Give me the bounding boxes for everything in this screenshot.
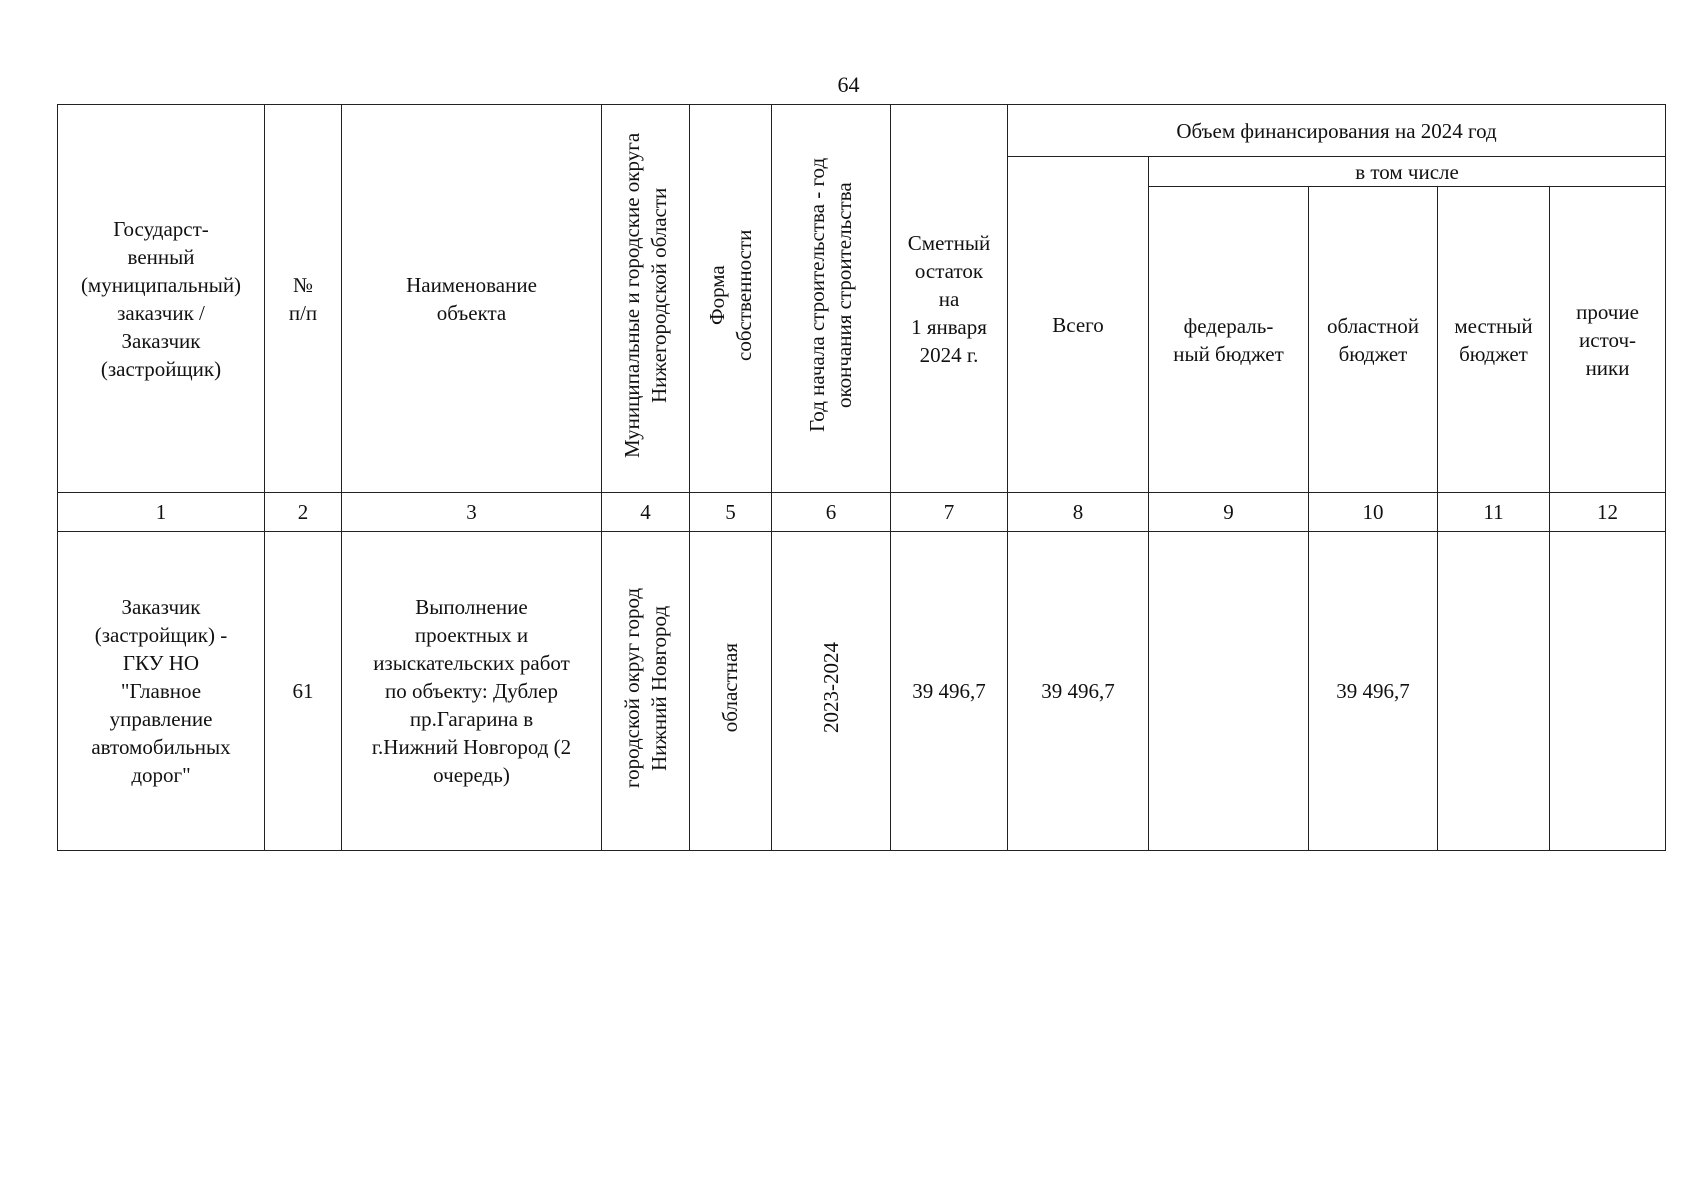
cell-ownership: областная bbox=[690, 532, 772, 851]
column-number: 12 bbox=[1550, 493, 1666, 532]
cell-regional-budget: 39 496,7 bbox=[1309, 532, 1438, 851]
header-including: в том числе bbox=[1149, 157, 1666, 187]
column-number-row bbox=[58, 493, 1666, 532]
column-number: 2 bbox=[265, 493, 342, 532]
cell-municipality: городской округ город Нижний Новгород bbox=[602, 532, 690, 851]
header-estimate-balance: Сметный остаток на 1 января 2024 г. bbox=[891, 105, 1008, 493]
table-row bbox=[58, 532, 1666, 851]
header-other-sources: прочие источ- ники bbox=[1550, 187, 1666, 493]
column-number: 9 bbox=[1149, 493, 1309, 532]
cell-object-name: Выполнение проектных и изыскательских работ по объекту: Дублер пр.Гагарина в г.Нижний Новгород (2 очередь) bbox=[342, 532, 602, 851]
header-federal-budget: федераль- ный бюджет bbox=[1149, 187, 1309, 493]
cell-local-budget bbox=[1438, 532, 1550, 851]
column-number: 4 bbox=[602, 493, 690, 532]
header-total: Всего bbox=[1008, 157, 1149, 493]
cell-federal-budget bbox=[1149, 532, 1309, 851]
column-number: 11 bbox=[1438, 493, 1550, 532]
cell-other-sources bbox=[1550, 532, 1666, 851]
funding-table bbox=[57, 104, 1666, 851]
header-construction-years: Год начала строительства - год окончания строительства bbox=[772, 105, 891, 493]
column-number: 7 bbox=[891, 493, 1008, 532]
column-number: 3 bbox=[342, 493, 602, 532]
header-ownership: Форма собственности bbox=[690, 105, 772, 493]
column-number: 5 bbox=[690, 493, 772, 532]
cell-number: 61 bbox=[265, 532, 342, 851]
page-number: 64 bbox=[837, 72, 860, 97]
column-number: 10 bbox=[1309, 493, 1438, 532]
cell-customer: Заказчик (застройщик) - ГКУ НО "Главное управление автомобильных дорог" bbox=[58, 532, 265, 851]
header-funding-group: Объем финансирования на 2024 год bbox=[1008, 105, 1666, 157]
column-number: 8 bbox=[1008, 493, 1149, 532]
header-regional-budget: областной бюджет bbox=[1309, 187, 1438, 493]
header-customer: Государст- венный (муниципальный) заказчик / Заказчик (застройщик) bbox=[58, 105, 265, 493]
header-local-budget: местный бюджет bbox=[1438, 187, 1550, 493]
column-number: 6 bbox=[772, 493, 891, 532]
header-object-name: Наименование объекта bbox=[342, 105, 602, 493]
cell-total: 39 496,7 bbox=[1008, 532, 1149, 851]
header-number: № п/п bbox=[265, 105, 342, 493]
column-number: 1 bbox=[58, 493, 265, 532]
cell-estimate-balance: 39 496,7 bbox=[891, 532, 1008, 851]
header-municipalities: Муниципальные и городские округа Нижегородской области bbox=[602, 105, 690, 493]
cell-construction-years: 2023-2024 bbox=[772, 532, 891, 851]
